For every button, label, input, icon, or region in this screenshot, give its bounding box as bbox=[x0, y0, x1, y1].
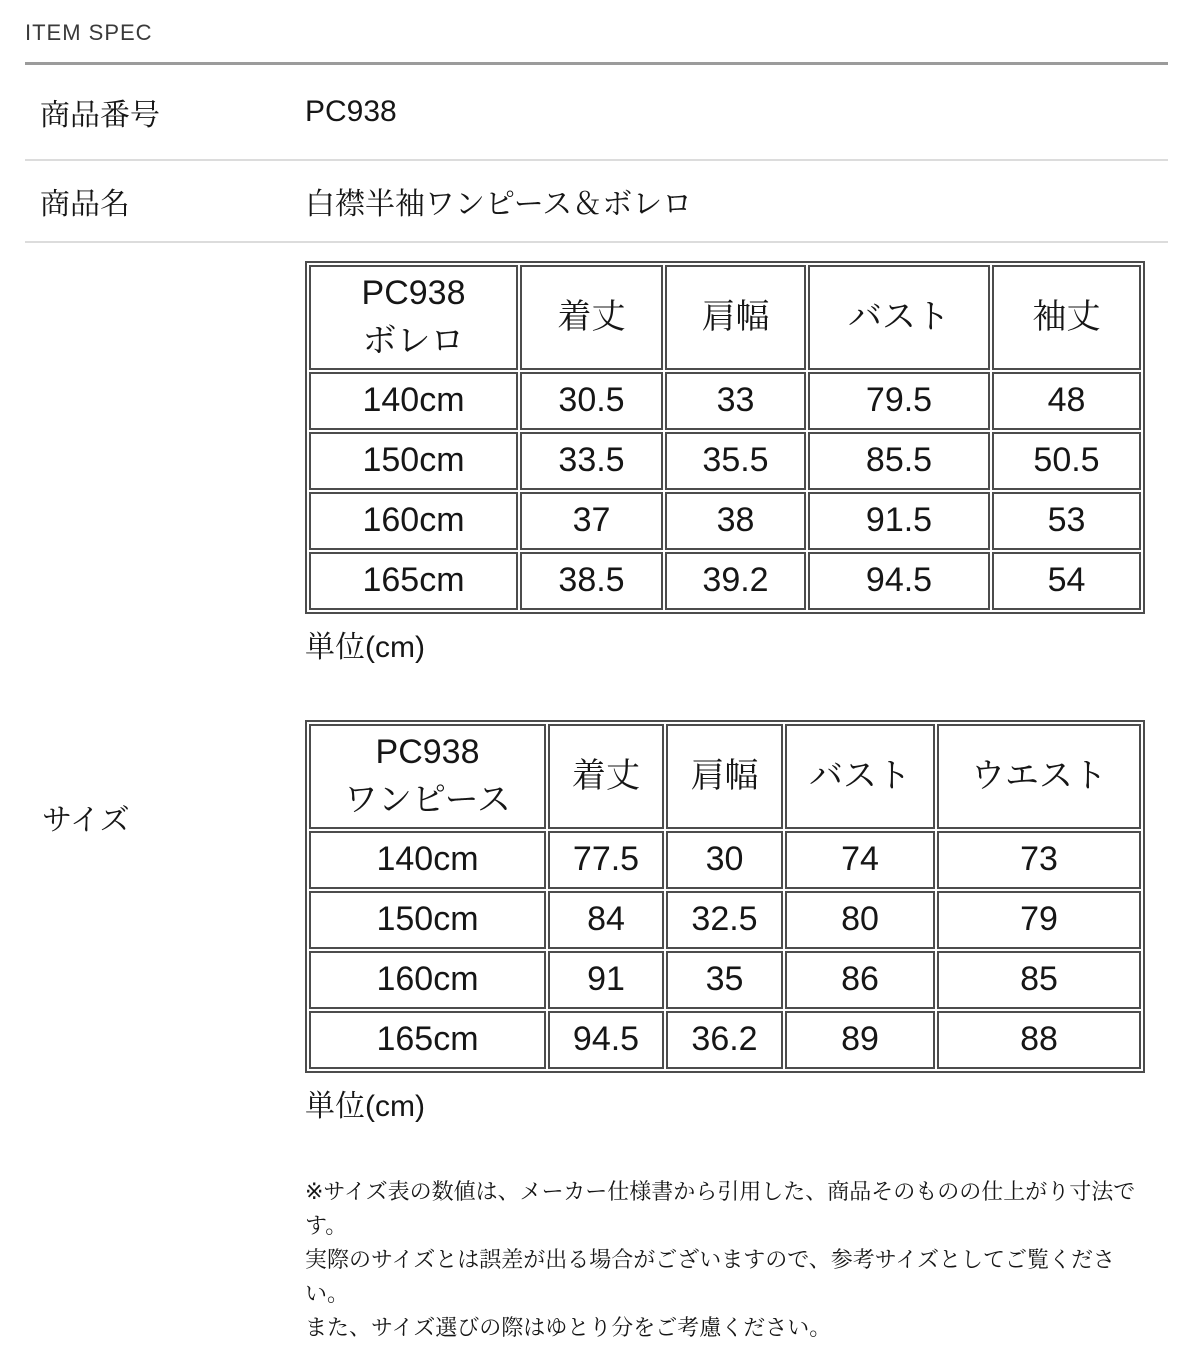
footnote-line: ※サイズ表の数値は、メーカー仕様書から引用した、商品そのものの仕上がり寸法です。 bbox=[305, 1179, 1136, 1238]
measure-cell: 38 bbox=[665, 492, 806, 550]
measure-cell: 33 bbox=[665, 372, 806, 430]
table-row bbox=[309, 492, 1141, 550]
size-content bbox=[305, 243, 1150, 1345]
size-cell: 160cm bbox=[309, 951, 546, 1009]
measure-cell: 85 bbox=[937, 951, 1141, 1009]
product-name-label: 商品名 bbox=[40, 188, 130, 221]
size-cell: 160cm bbox=[309, 492, 518, 550]
table-header-row bbox=[309, 724, 1141, 829]
measure-cell: 74 bbox=[785, 831, 935, 889]
table-title-line2: ワンピース bbox=[344, 780, 511, 819]
measure-cell: 36.2 bbox=[666, 1011, 783, 1069]
measure-cell: 32.5 bbox=[666, 891, 783, 949]
measure-cell: 88 bbox=[937, 1011, 1141, 1069]
section-title: ITEM SPEC bbox=[25, 20, 153, 45]
table-header-row bbox=[309, 265, 1141, 370]
size-footnote bbox=[305, 1175, 1150, 1345]
table-row bbox=[309, 432, 1141, 490]
size-section-label: サイズ bbox=[42, 804, 130, 837]
product-number-value: PC938 bbox=[305, 95, 397, 128]
measure-cell: 94.5 bbox=[548, 1011, 664, 1069]
measure-cell: 86 bbox=[785, 951, 935, 1009]
size-cell: 140cm bbox=[309, 372, 518, 430]
measure-cell: 35 bbox=[666, 951, 783, 1009]
measure-cell: 91 bbox=[548, 951, 664, 1009]
column-header: 着丈 bbox=[520, 265, 663, 370]
table-title-cell bbox=[309, 265, 518, 370]
measure-cell: 37 bbox=[520, 492, 663, 550]
item-spec-page bbox=[0, 20, 1200, 1340]
measure-cell: 77.5 bbox=[548, 831, 664, 889]
column-header: ウエスト bbox=[937, 724, 1141, 829]
column-header: 肩幅 bbox=[666, 724, 783, 829]
product-name-value: 白襟半袖ワンピース＆ボレロ bbox=[305, 188, 693, 221]
measure-cell: 30 bbox=[666, 831, 783, 889]
measure-cell: 35.5 bbox=[665, 432, 806, 490]
measure-cell: 48 bbox=[992, 372, 1141, 430]
measure-cell: 94.5 bbox=[808, 552, 990, 610]
table-row bbox=[309, 372, 1141, 430]
measure-cell: 39.2 bbox=[665, 552, 806, 610]
product-number-label: 商品番号 bbox=[40, 99, 160, 132]
measure-cell: 80 bbox=[785, 891, 935, 949]
column-header: バスト bbox=[785, 724, 935, 829]
spec-rows bbox=[25, 65, 1168, 243]
bolero-size-table bbox=[305, 261, 1145, 614]
column-header: 袖丈 bbox=[992, 265, 1141, 370]
measure-cell: 84 bbox=[548, 891, 664, 949]
column-header: 着丈 bbox=[548, 724, 664, 829]
table-row bbox=[309, 891, 1141, 949]
unit-note: 単位(cm) bbox=[305, 631, 425, 664]
measure-cell: 33.5 bbox=[520, 432, 663, 490]
onepiece-size-table bbox=[305, 720, 1145, 1073]
size-cell: 150cm bbox=[309, 891, 546, 949]
table-row bbox=[309, 951, 1141, 1009]
measure-cell: 38.5 bbox=[520, 552, 663, 610]
footnote-line: 実際のサイズとは誤差が出る場合がございますので、参考サイズとしてご覧ください。 bbox=[305, 1247, 1116, 1306]
footnote-line: また、サイズ選びの際はゆとり分をご考慮ください。 bbox=[305, 1315, 832, 1340]
unit-note: 単位(cm) bbox=[305, 1090, 425, 1123]
table-row bbox=[309, 831, 1141, 889]
size-cell: 165cm bbox=[309, 552, 518, 610]
product-name-row bbox=[25, 161, 1168, 243]
measure-cell: 79 bbox=[937, 891, 1141, 949]
size-cell: 165cm bbox=[309, 1011, 546, 1069]
table-title-line1: PC938 bbox=[375, 732, 480, 771]
measure-cell: 30.5 bbox=[520, 372, 663, 430]
table-row bbox=[309, 1011, 1141, 1069]
measure-cell: 54 bbox=[992, 552, 1141, 610]
table-title-cell bbox=[309, 724, 546, 829]
product-number-row bbox=[25, 65, 1168, 161]
measure-cell: 91.5 bbox=[808, 492, 990, 550]
measure-cell: 79.5 bbox=[808, 372, 990, 430]
measure-cell: 50.5 bbox=[992, 432, 1141, 490]
measure-cell: 53 bbox=[992, 492, 1141, 550]
table-row bbox=[309, 552, 1141, 610]
measure-cell: 73 bbox=[937, 831, 1141, 889]
size-cell: 140cm bbox=[309, 831, 546, 889]
table-title-line2: ボレロ bbox=[362, 321, 465, 360]
size-cell: 150cm bbox=[309, 432, 518, 490]
table-title-line1: PC938 bbox=[361, 273, 466, 312]
column-header: バスト bbox=[808, 265, 990, 370]
size-section bbox=[0, 243, 1200, 1345]
measure-cell: 85.5 bbox=[808, 432, 990, 490]
column-header: 肩幅 bbox=[665, 265, 806, 370]
measure-cell: 89 bbox=[785, 1011, 935, 1069]
